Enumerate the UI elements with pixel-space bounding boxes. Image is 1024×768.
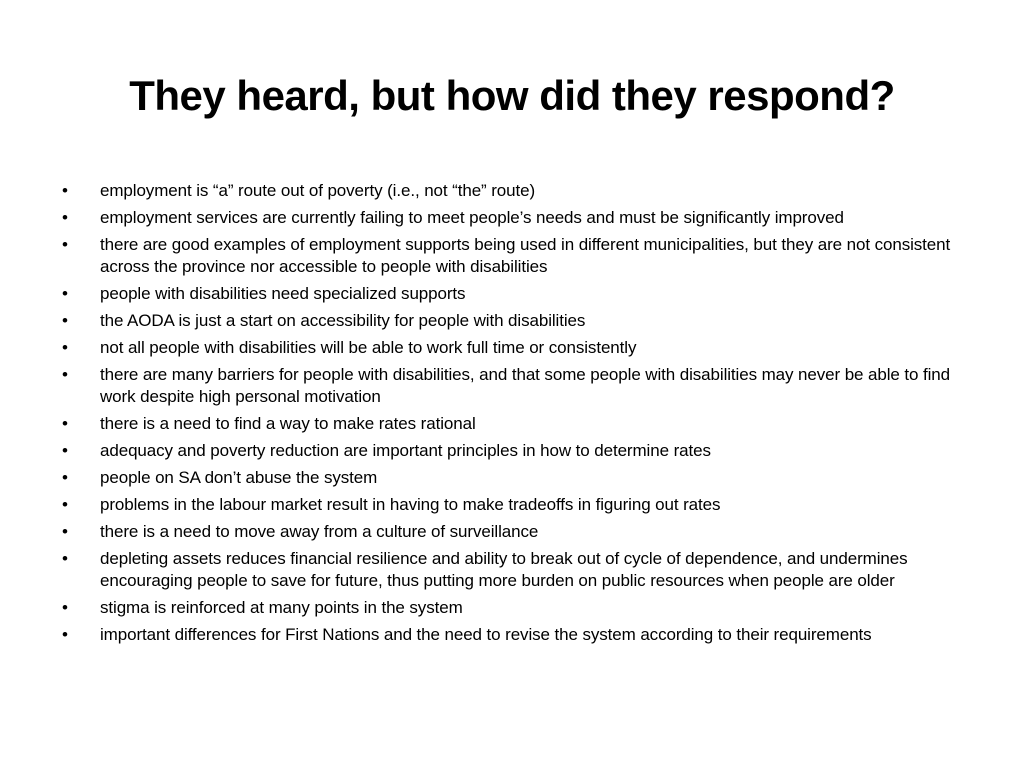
bullet-text: employment services are currently failing to meet people’s needs and must be significantly improved (100, 208, 844, 227)
slide-title: They heard, but how did they respond? (129, 72, 895, 119)
bullet-dot: • (62, 598, 68, 617)
bullet-text: there are many barriers for people with disabilities, and that some people with disabilities may never be able to find work despite high personal motivation (100, 365, 950, 406)
bullet-text: people with disabilities need specialized supports (100, 284, 466, 303)
bullet-item (62, 180, 962, 202)
bullet-item (62, 467, 962, 489)
bullet-text: important differences for First Nations and the need to revise the system according to their requirements (100, 625, 872, 644)
bullet-dot: • (62, 284, 68, 303)
bullet-dot: • (62, 338, 68, 357)
bullet-dot: • (62, 311, 68, 330)
bullet-item (62, 494, 962, 516)
bullet-text: there is a need to find a way to make rates rational (100, 414, 476, 433)
bullet-dot: • (62, 414, 68, 433)
bullet-dot: • (62, 549, 68, 568)
bullet-item (62, 413, 962, 435)
bullet-dot: • (62, 625, 68, 644)
bullet-item (62, 548, 962, 592)
bullet-text: problems in the labour market result in having to make tradeoffs in figuring out rates (100, 495, 721, 514)
bullet-dot: • (62, 235, 68, 254)
bullet-item (62, 283, 962, 305)
bullet-dot: • (62, 522, 68, 541)
bullet-item (62, 364, 962, 408)
bullet-text: not all people with disabilities will be able to work full time or consistently (100, 338, 637, 357)
bullet-item (62, 521, 962, 543)
bullet-dot: • (62, 441, 68, 460)
bullet-item (62, 207, 962, 229)
bullet-dot: • (62, 208, 68, 227)
bullet-item (62, 440, 962, 462)
bullet-text: there is a need to move away from a culture of surveillance (100, 522, 539, 541)
bullet-list (62, 180, 962, 651)
bullet-item (62, 624, 962, 646)
bullet-item (62, 337, 962, 359)
bullet-dot: • (62, 468, 68, 487)
bullet-dot: • (62, 495, 68, 514)
bullet-dot: • (62, 365, 68, 384)
bullet-item (62, 234, 962, 278)
bullet-text: adequacy and poverty reduction are important principles in how to determine rates (100, 441, 711, 460)
bullet-item (62, 310, 962, 332)
bullet-text: people on SA don’t abuse the system (100, 468, 378, 487)
bullet-text: the AODA is just a start on accessibility for people with disabilities (100, 311, 586, 330)
bullet-dot: • (62, 181, 68, 200)
bullet-item (62, 597, 962, 619)
bullet-text: stigma is reinforced at many points in the system (100, 598, 463, 617)
bullet-text: there are good examples of employment supports being used in different municipalities, but they are not consistent across the province nor accessible to people with disabilities (100, 235, 951, 276)
bullet-text: depleting assets reduces financial resilience and ability to break out of cycle of dependence, and undermines encouraging people to save for future, thus putting more burden on public resources when people are older (100, 549, 908, 590)
bullet-text: employment is “a” route out of poverty (i.e., not “the” route) (100, 181, 536, 200)
